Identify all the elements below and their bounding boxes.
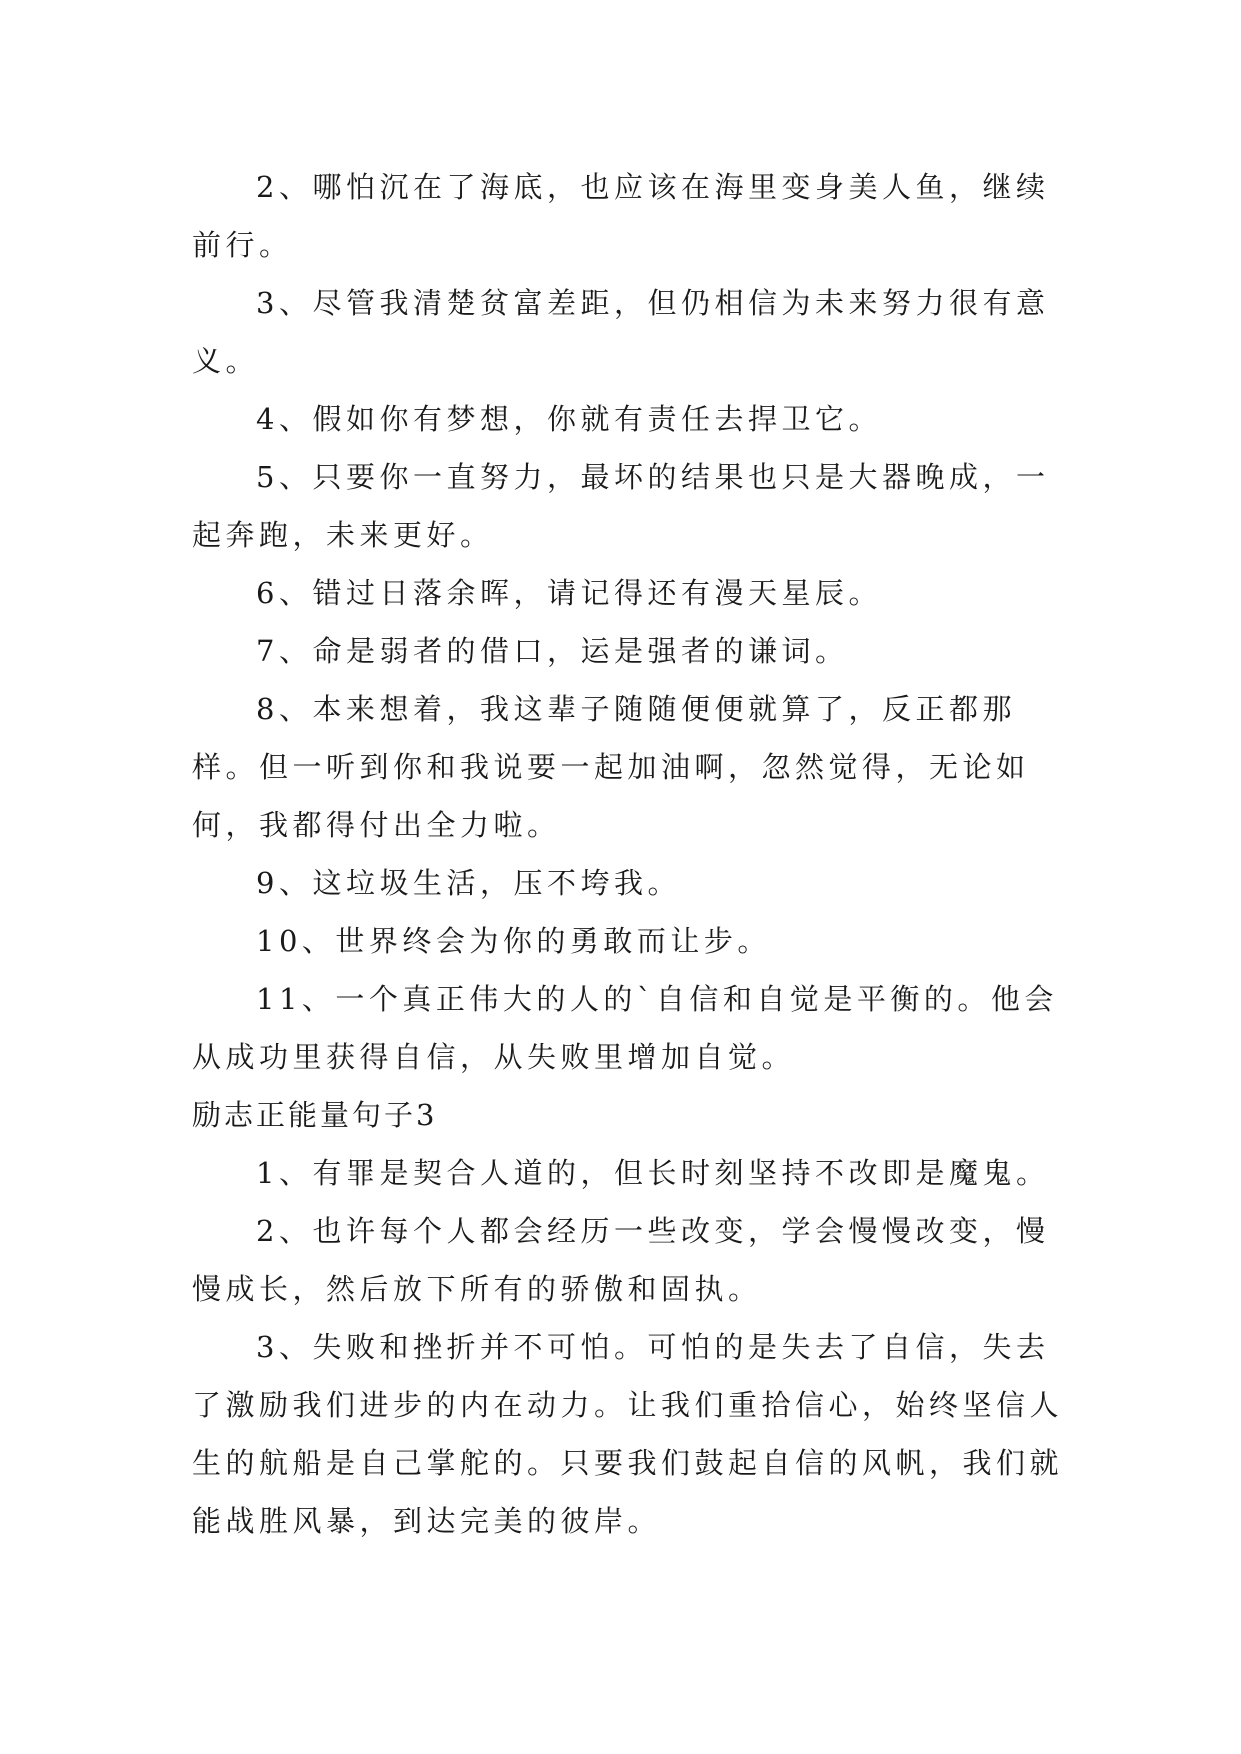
quote-paragraph: 2、哪怕沉在了海底，也应该在海里变身美人鱼，继续前行。 — [192, 170, 1050, 262]
document-body — [192, 158, 1072, 1550]
quote-paragraph: 2、也许每个人都会经历一些改变，学会慢慢改变，慢慢成长，然后放下所有的骄傲和固执。 — [192, 1214, 1050, 1306]
quote-paragraph: 9、这垃圾生活，压不垮我。 — [256, 866, 681, 900]
quote-paragraph: 10、世界终会为你的勇敢而让步。 — [256, 924, 771, 958]
quote-paragraph: 1、有罪是契合人道的，但长时刻坚持不改即是魔鬼。 — [256, 1156, 1050, 1190]
section-heading: 励志正能量句子3 — [192, 1098, 438, 1132]
quote-paragraph: 11、一个真正伟大的人的`自信和自觉是平衡的。他会从成功里获得自信，从失败里增加自觉。 — [192, 982, 1058, 1074]
quote-paragraph: 6、错过日落余晖，请记得还有漫天星辰。 — [256, 576, 882, 610]
quote-paragraph: 5、只要你一直努力，最坏的结果也只是大器晚成，一起奔跑，未来更好。 — [192, 460, 1050, 552]
quote-paragraph: 4、假如你有梦想，你就有责任去捍卫它。 — [256, 402, 882, 436]
quote-paragraph: 3、失败和挫折并不可怕。可怕的是失去了自信，失去了激励我们进步的内在动力。让我们重拾信心，始终坚信人生的航船是自己掌舵的。只要我们鼓起自信的风帆，我们就能战胜风暴，到达完美的彼岸。 — [192, 1330, 1064, 1538]
quote-paragraph: 7、命是弱者的借口，运是强者的谦词。 — [256, 634, 849, 668]
quote-paragraph: 8、本来想着，我这辈子随随便便就算了，反正都那样。但一听到你和我说要一起加油啊，忽然觉得，无论如何，我都得付出全力啦。 — [192, 692, 1030, 842]
quote-paragraph: 3、尽管我清楚贫富差距，但仍相信为未来努力很有意义。 — [192, 286, 1050, 378]
